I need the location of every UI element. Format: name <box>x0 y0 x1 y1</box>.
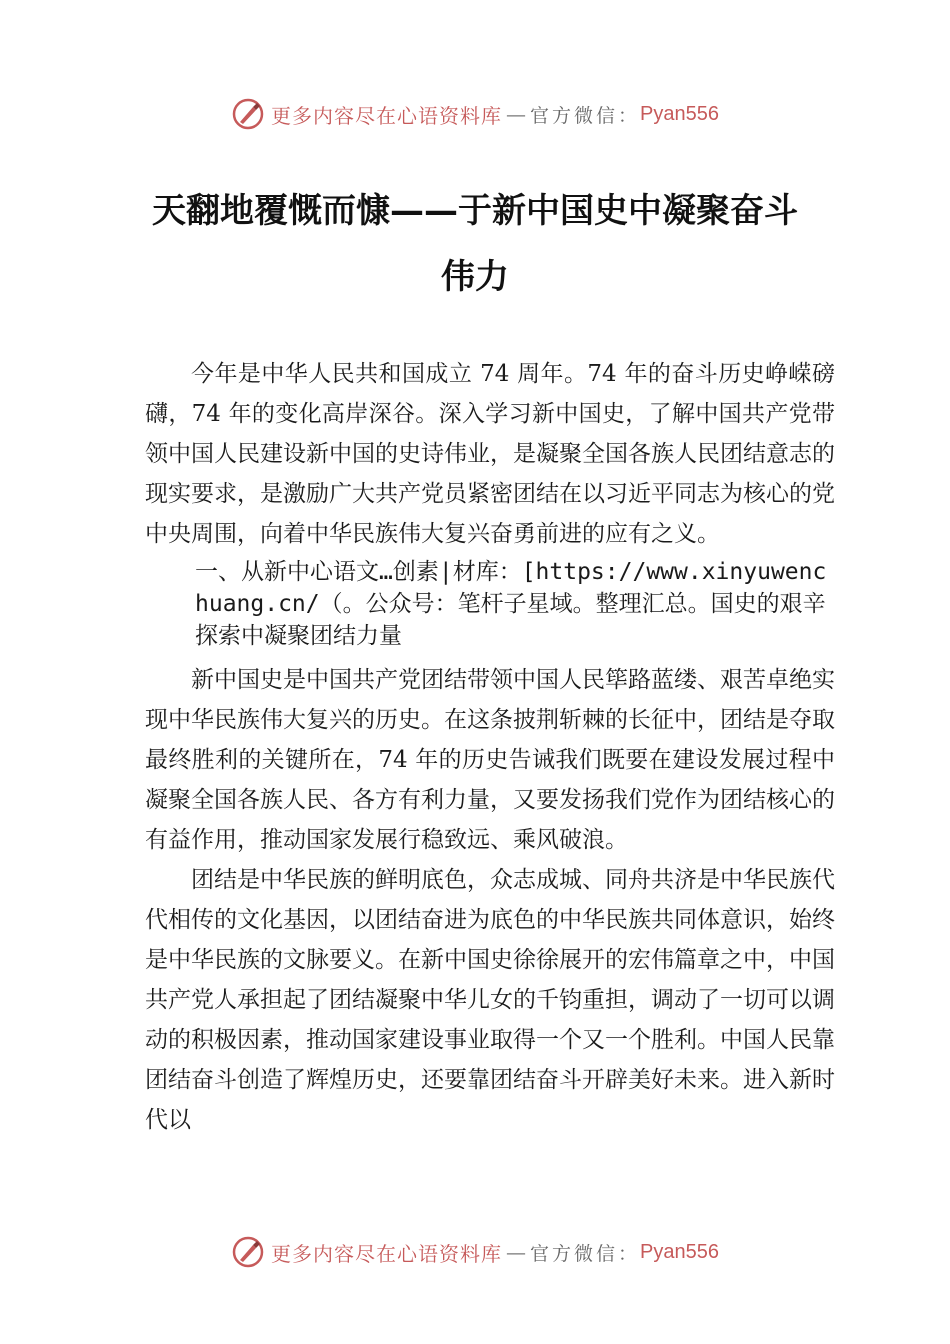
pen-logo-icon <box>231 1235 265 1269</box>
paragraph-3: 团结是中华民族的鲜明底色，众志成城、同舟共济是中华民族代代相传的文化基因，以团结奋进为底色的中华民族共同体意识，始终是中华民族的文脉要义。在新中国史徐徐展开的宏伟篇章之中，中国共产党人承担起了团结凝聚中华儿女的千钧重担，调动了一切可以调动的积极因素，推动国家建设事业取得一个又一个胜利。中国人民靠团结奋斗创造了辉煌历史，还要靠团结奋斗开辟美好未来。进入新时代以 <box>145 867 835 1133</box>
wechat-label: 官方微信： <box>530 1242 641 1265</box>
wechat-id: Pyan556 <box>640 102 719 125</box>
wechat-id: Pyan556 <box>640 1240 719 1263</box>
pen-logo-icon <box>231 97 265 131</box>
banner-separator: — <box>506 1240 526 1264</box>
paragraph-2: 新中国史是中国共产党团结带领中国人民筚路蓝缕、艰苦卓绝实现中华民族伟大复兴的历史。在这条披荆斩棘的长征中，团结是夺取最终胜利的关键所在，74 年的历史告诫我们既要在建设发展过程中凝聚全国各族人民、各方有利力量，又要发扬我们党作为团结核心的有益作用，推动国家发展行稳致远、乘风破浪。 <box>145 667 835 853</box>
header-banner <box>0 94 950 134</box>
promo-text: 更多内容尽在心语资料库 <box>271 1241 502 1266</box>
paragraph-1: 今年是中华人民共和国成立 74 周年。74 年的奋斗历史峥嵘磅礴，74 年的变化高岸深谷。深入学习新中国史，了解中国共产党带领中国人民建设新中国的史诗伟业，是凝聚全国各族人民团结意志的现实要求，是激励广大共产党员紧密团结在以习近平同志为核心的党中央周围，向着中华民族伟大复兴奋勇前进的应有之义。 <box>145 361 835 547</box>
footer-banner <box>0 1232 950 1272</box>
wechat-label: 官方微信： <box>530 104 641 127</box>
promo-text: 更多内容尽在心语资料库 <box>271 103 502 128</box>
section-heading: 一、从新中心语文…创素|材库：[https://www.xinyuwenchuang.cn/（。公众号：笔杆子星域。整理汇总。国史的艰辛探索中凝聚团结力量 <box>195 559 827 649</box>
document-body <box>145 354 835 1140</box>
banner-separator: — <box>506 102 526 126</box>
document-title: 天翻地覆慨而慷——于新中国史中凝聚奋斗伟力 <box>152 191 798 297</box>
